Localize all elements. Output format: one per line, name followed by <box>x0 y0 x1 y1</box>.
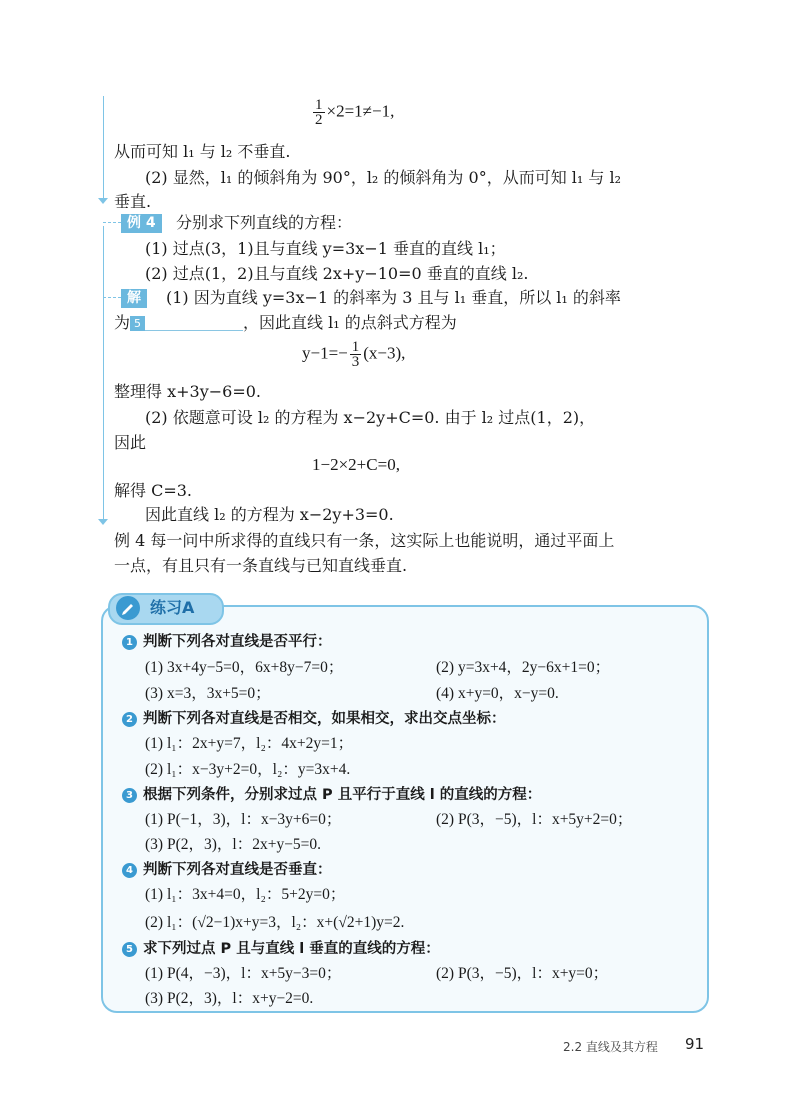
final-equation: 因此直线 l₂ 的方程为 x−2y+3=0. <box>145 505 394 524</box>
q5-item-3: (3) P(2，3)，l：x+y−2=0. <box>145 990 314 1007</box>
guide-dash <box>103 297 121 298</box>
blank-number-badge: 5 <box>130 316 145 331</box>
solution-line-1: (1) 因为直线 y=3x−1 的斜率为 3 且与 l₁ 垂直，所以 l₁ 的斜率 <box>166 288 621 307</box>
question-number-badge: 1 <box>122 635 137 650</box>
part2-line-b: 垂直. <box>114 192 152 211</box>
q3-item-3: (3) P(2，3)，l：2x+y−5=0. <box>145 836 322 853</box>
example-tag: 例 4 <box>121 214 162 233</box>
q3-item-2: (2) P(3，−5)，l：x+5y+2=0； <box>436 811 633 828</box>
question-number-badge: 5 <box>122 942 137 957</box>
pencil-icon <box>116 596 140 620</box>
margin-guide-line-bottom <box>103 226 104 522</box>
solution-tag: 解 <box>121 289 147 308</box>
q1-item-3: (3) x=3，3x+5=0； <box>145 685 271 702</box>
q1-item-4: (4) x+y=0，x−y=0. <box>436 685 559 702</box>
fill-in-blank[interactable] <box>145 316 243 331</box>
q2-item-1: (1) l₁：2x+y=7，l₂：4x+2y=1； <box>145 735 354 752</box>
solution-part2-b: 因此 <box>114 433 147 452</box>
example-item-1: (1) 过点(3，1)且与直线 y=3x−1 垂直的直线 l₁； <box>145 239 506 258</box>
q3-item-1: (1) P(−1，3)，l：x−3y+6=0； <box>145 811 342 828</box>
q5-item-2: (2) P(3，−5)，l：x+y=0； <box>436 965 609 982</box>
example-prompt: 分别求下列直线的方程： <box>176 213 353 232</box>
part2-line-a: (2) 显然，l₁ 的倾斜角为 90°，l₂ 的倾斜角为 0°，从而可知 l₁ 与 l₂ <box>145 168 622 187</box>
guide-arrow-icon <box>98 198 108 204</box>
page-number: 91 <box>685 1035 705 1053</box>
margin-guide-line-top <box>103 96 104 200</box>
conclusion-not-perpendicular: 从而可知 l₁ 与 l₂ 不垂直. <box>114 142 291 161</box>
q1-item-2: (2) y=3x+4，2y−6x+1=0； <box>436 659 611 676</box>
question-1-head: 1 判断下列各对直线是否平行： <box>122 630 332 651</box>
guide-arrow-icon <box>98 519 108 525</box>
solution-line-2: 为 5 ，因此直线 l₁ 的点斜式方程为 <box>114 313 457 332</box>
equation-substitute: 1−2×2+C=0, <box>312 455 400 474</box>
q4-item-2: (2) l₁：(√2−1)x+y=3，l₂：x+(√2+1)y=2. <box>145 914 405 931</box>
q4-item-1: (1) l₁：3x+4=0，l₂：5+2y=0； <box>145 886 346 903</box>
example-item-2: (2) 过点(1，2)且与直线 2x+y−10=0 垂直的直线 l₂. <box>145 264 529 283</box>
question-4-head: 4 判断下列各对直线是否垂直： <box>122 858 332 879</box>
remark-line-2: 一点，有且只有一条直线与已知直线垂直. <box>114 556 408 575</box>
guide-dash <box>103 222 121 223</box>
q5-item-1: (1) P(4，−3)，l：x+5y−3=0； <box>145 965 342 982</box>
solve-c: 解得 C=3. <box>114 481 193 500</box>
question-3-head: 3 根据下列条件，分别求过点 P 且平行于直线 l 的直线的方程： <box>122 783 541 804</box>
remark-line-1: 例 4 每一问中所求得的直线只有一条，这实际上也能说明，通过平面上 <box>114 531 615 550</box>
footer-section-title: 2.2 直线及其方程 <box>563 1040 658 1054</box>
exercise-title: 练习A <box>150 598 195 617</box>
question-number-badge: 2 <box>122 712 137 727</box>
equation-point-slope: y−1=− $\frac{1}{3}$ (x−3), <box>302 339 406 370</box>
q1-item-1: (1) 3x+4y−5=0，6x+8y−7=0； <box>145 659 344 676</box>
equation-slope-product: $\frac{1}{2}$ ×2=1≠−1, <box>315 97 395 128</box>
tidy-result: 整理得 x+3y−6=0. <box>114 382 261 401</box>
q2-item-2: (2) l₁：x−3y+2=0，l₂：y=3x+4. <box>145 761 351 778</box>
question-number-badge: 3 <box>122 788 137 803</box>
question-5-head: 5 求下列过点 P 且与直线 l 垂直的直线的方程： <box>122 937 440 958</box>
question-2-head: 2 判断下列各对直线是否相交，如果相交，求出交点坐标： <box>122 707 506 728</box>
solution-part2-a: (2) 依题意可设 l₂ 的方程为 x−2y+C=0. 由于 l₂ 过点(1，2)， <box>145 408 596 427</box>
question-number-badge: 4 <box>122 863 137 878</box>
